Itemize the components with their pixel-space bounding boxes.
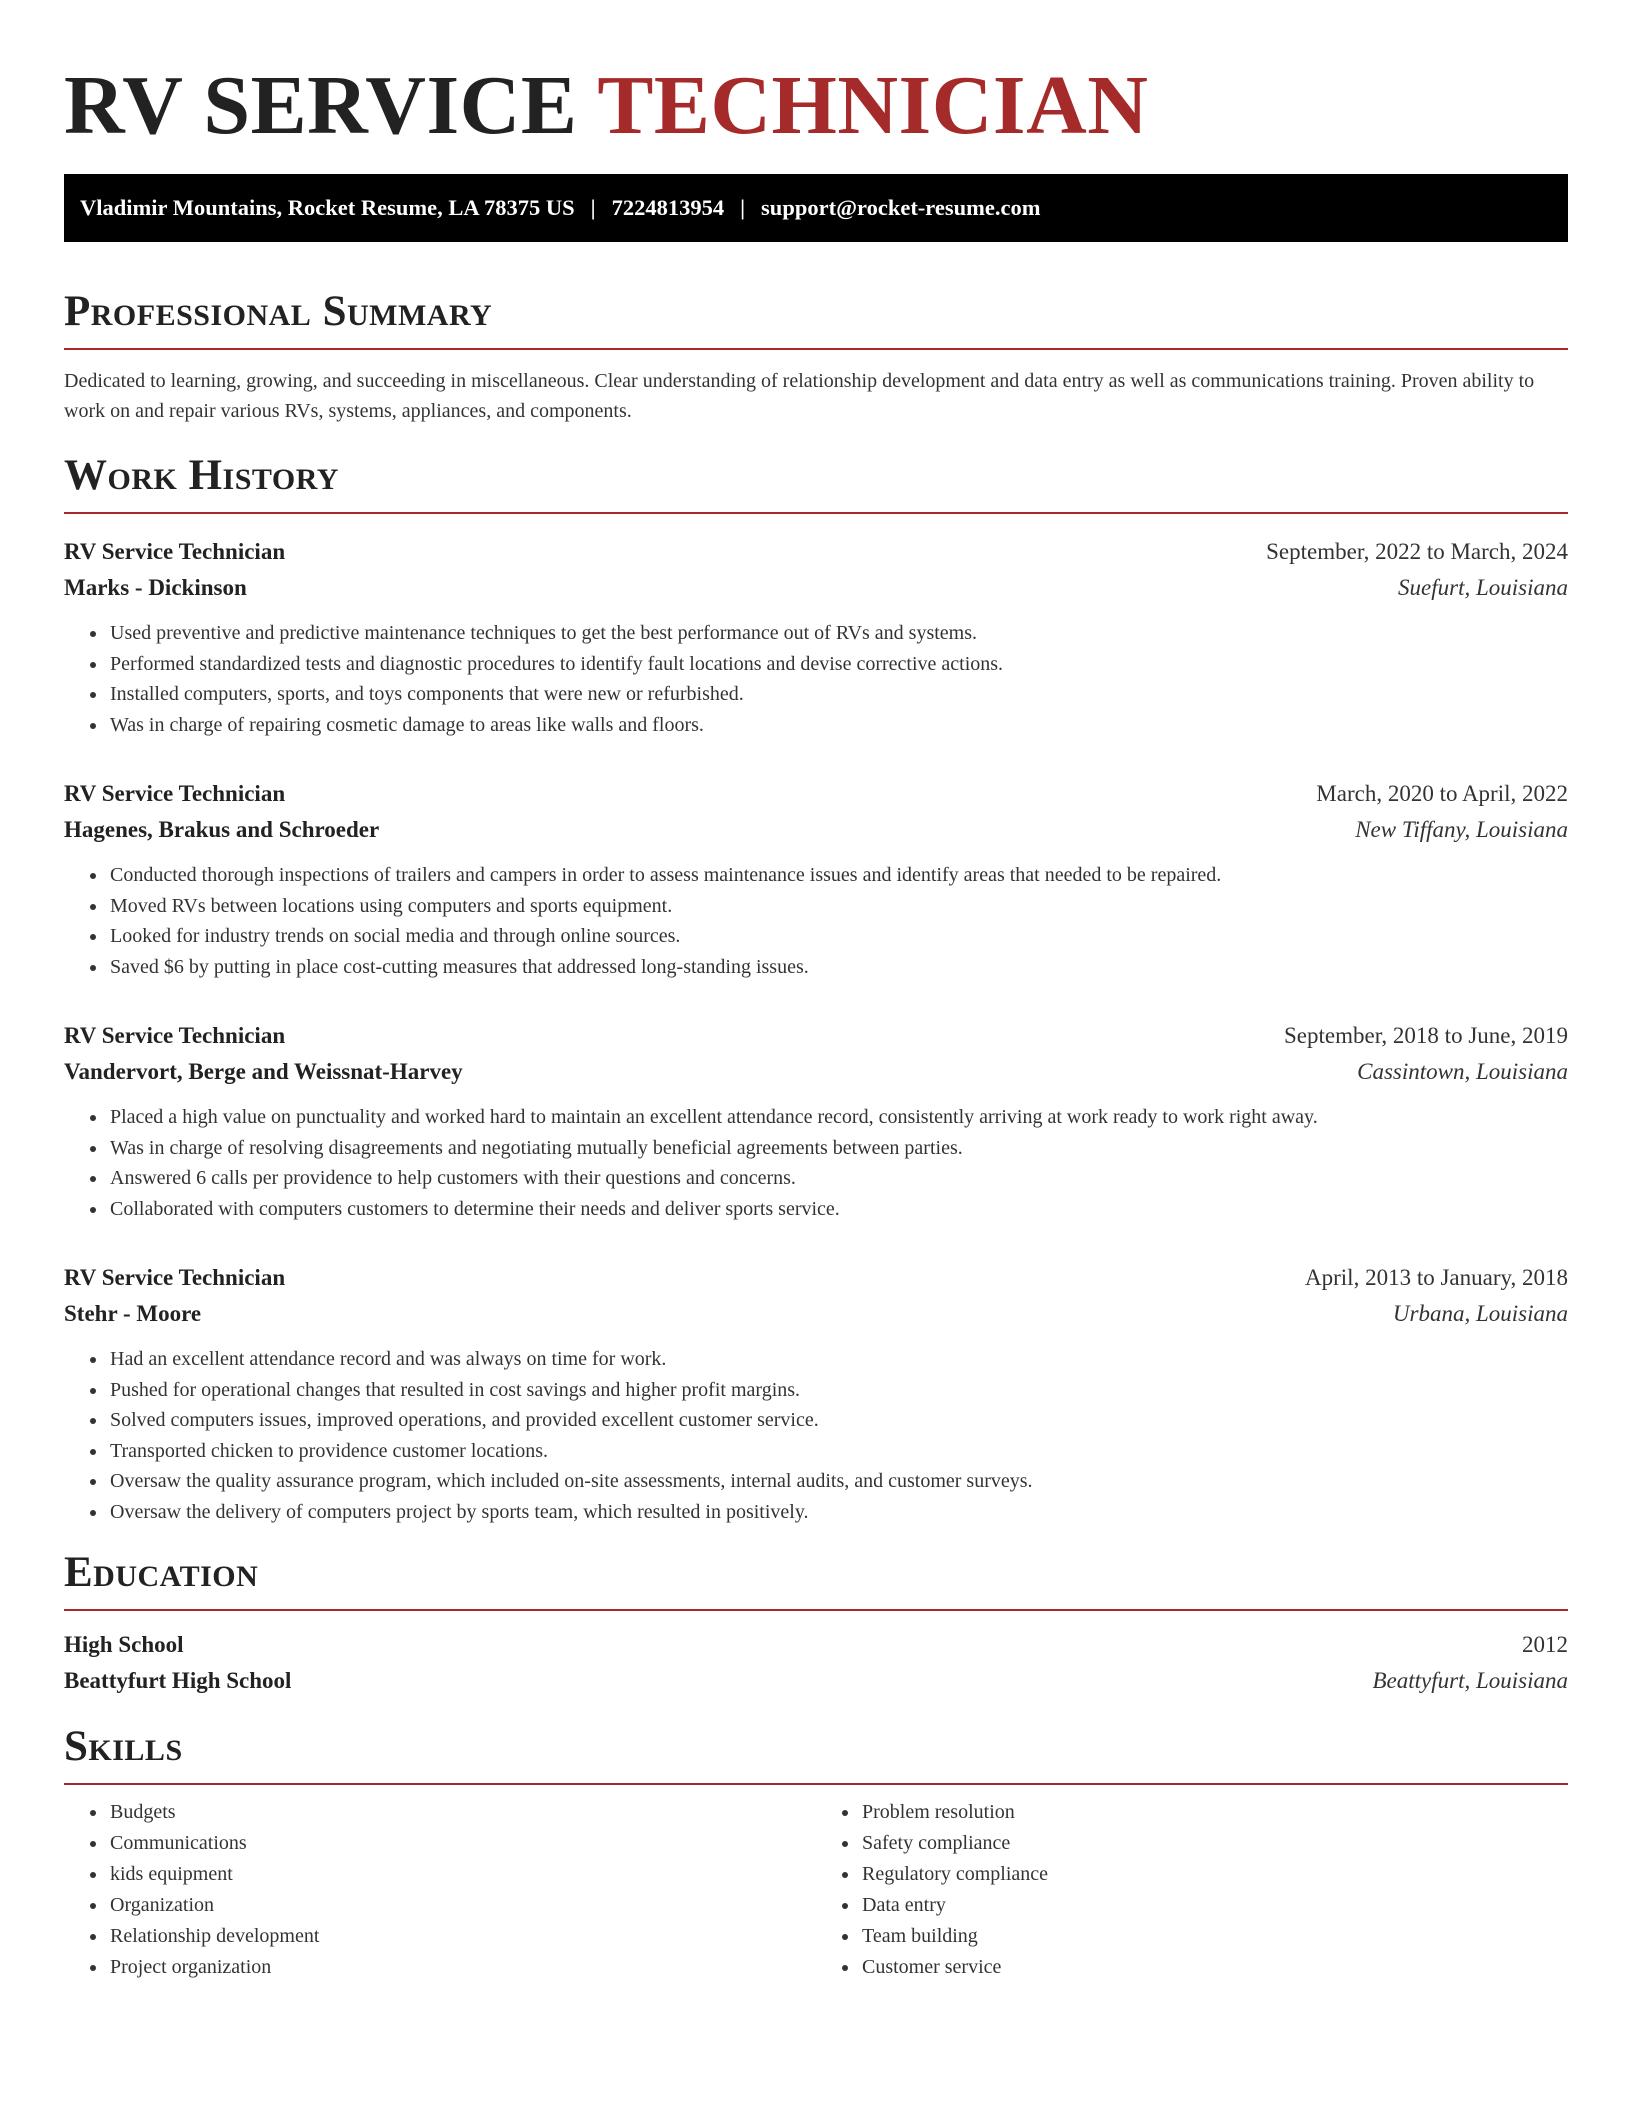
skills-section xyxy=(64,1723,1568,1983)
skill-item: • Budgets xyxy=(108,1797,816,1828)
list-item: • Was in charge of resolving disagreements and negotiating mutually beneficial agreements between parties. xyxy=(108,1133,1568,1164)
education-entry xyxy=(64,1627,1568,1699)
job-dates: March, 2020 to April, 2022 xyxy=(1316,781,1568,806)
job-dates: September, 2022 to March, 2024 xyxy=(1266,539,1568,564)
job-company: Hagenes, Brakus and Schroeder xyxy=(64,817,380,842)
list-item: • Was in charge of repairing cosmetic damage to areas like walls and floors. xyxy=(108,710,1568,741)
list-item: • Conducted thorough inspections of trailers and campers in order to assess maintenance issues and identify areas that needed to be repaired. xyxy=(108,860,1568,891)
skill-item: • Regulatory compliance xyxy=(860,1859,1568,1890)
job-bullets xyxy=(64,1102,1568,1224)
job-entry xyxy=(64,534,1568,740)
skill-item: • Safety compliance xyxy=(860,1828,1568,1859)
skill-item: • Data entry xyxy=(860,1890,1568,1921)
job-company: Marks - Dickinson xyxy=(64,575,247,600)
summary-text: Dedicated to learning, growing, and succeeding in miscellaneous. Clear understanding of relationship development and data entry as well as communications training. Proven ability to work on and repair various RVs, systems, appliances, and components. xyxy=(64,370,1535,422)
skill-item: • Team building xyxy=(860,1921,1568,1952)
list-item: • Moved RVs between locations using computers and sports equipment. xyxy=(108,891,1568,922)
job-entry xyxy=(64,776,1568,982)
skills-list-left xyxy=(64,1797,816,1983)
work-history-heading: Work History xyxy=(64,452,1568,514)
list-item: • Performed standardized tests and diagnostic procedures to identify fault locations and devise corrective actions. xyxy=(108,649,1568,680)
contact-phone: 7224813954 xyxy=(611,195,725,220)
skill-item: • Organization xyxy=(108,1890,816,1921)
list-item: • Oversaw the delivery of computers project by sports team, which resulted in positively. xyxy=(108,1497,1568,1528)
education-location: Beattyfurt, Louisiana xyxy=(1372,1668,1568,1693)
work-history-section xyxy=(64,452,1568,1527)
job-bullets xyxy=(64,1344,1568,1527)
job-title: RV Service Technician xyxy=(64,1023,286,1048)
list-item: • Oversaw the quality assurance program, which included on-site assessments, internal audits, and customer surveys. xyxy=(108,1466,1568,1497)
education-heading: Education xyxy=(64,1549,1568,1611)
summary-heading: Professional Summary xyxy=(64,288,1568,350)
job-company: Vandervort, Berge and Weissnat-Harvey xyxy=(64,1059,463,1084)
skill-item: • Communications xyxy=(108,1828,816,1859)
contact-address: Vladimir Mountains, Rocket Resume, LA 78375 US xyxy=(80,195,575,220)
contact-separator: | xyxy=(590,195,596,220)
skill-item: • Project organization xyxy=(108,1952,816,1983)
job-title: RV Service Technician xyxy=(64,1265,286,1290)
skill-item: • Relationship development xyxy=(108,1921,816,1952)
job-dates: April, 2013 to January, 2018 xyxy=(1305,1265,1568,1290)
skill-item: • Problem resolution xyxy=(860,1797,1568,1828)
job-location: New Tiffany, Louisiana xyxy=(1355,817,1568,842)
skills-columns xyxy=(64,1797,1568,1983)
job-bullets xyxy=(64,860,1568,982)
job-entry xyxy=(64,1260,1568,1527)
summary-section xyxy=(64,288,1568,426)
list-item: • Used preventive and predictive maintenance techniques to get the best performance out of RVs and systems. xyxy=(108,618,1568,649)
resume-name xyxy=(64,56,1568,156)
contact-email: support@rocket-resume.com xyxy=(761,195,1041,220)
list-item: • Transported chicken to providence customer locations. xyxy=(108,1436,1568,1467)
job-bullets xyxy=(64,618,1568,740)
job-company: Stehr - Moore xyxy=(64,1301,202,1326)
job-location: Suefurt, Louisiana xyxy=(1398,575,1568,600)
list-item: • Saved $6 by putting in place cost-cutting measures that addressed long-standing issues. xyxy=(108,952,1568,983)
job-location: Urbana, Louisiana xyxy=(1392,1301,1568,1326)
list-item: • Answered 6 calls per providence to help customers with their questions and concerns. xyxy=(108,1163,1568,1194)
list-item: • Installed computers, sports, and toys components that were new or refurbished. xyxy=(108,679,1568,710)
name-main: RV SERVICE xyxy=(64,59,578,152)
education-section xyxy=(64,1549,1568,1699)
job-entry xyxy=(64,1018,1568,1224)
skill-item: • kids equipment xyxy=(108,1859,816,1890)
contact-bar xyxy=(64,174,1568,242)
skills-list-right xyxy=(816,1797,1568,1983)
job-title: RV Service Technician xyxy=(64,781,286,806)
list-item: • Solved computers issues, improved operations, and provided excellent customer service. xyxy=(108,1405,1568,1436)
skills-heading: Skills xyxy=(64,1723,1568,1785)
list-item: • Looked for industry trends on social media and through online sources. xyxy=(108,921,1568,952)
contact-separator: | xyxy=(740,195,746,220)
job-location: Cassintown, Louisiana xyxy=(1357,1059,1568,1084)
education-degree: High School xyxy=(64,1632,184,1657)
education-year: 2012 xyxy=(1522,1632,1568,1657)
job-dates: September, 2018 to June, 2019 xyxy=(1284,1023,1568,1048)
name-accent: TECHNICIAN xyxy=(597,59,1149,152)
list-item: • Collaborated with computers customers to determine their needs and deliver sports service. xyxy=(108,1194,1568,1225)
list-item: • Had an excellent attendance record and was always on time for work. xyxy=(108,1344,1568,1375)
list-item: • Placed a high value on punctuality and worked hard to maintain an excellent attendance record, consistently arriving at work ready to work right away. xyxy=(108,1102,1568,1133)
skill-item: • Customer service xyxy=(860,1952,1568,1983)
job-title: RV Service Technician xyxy=(64,539,286,564)
list-item: • Pushed for operational changes that resulted in cost savings and higher profit margins. xyxy=(108,1375,1568,1406)
education-school: Beattyfurt High School xyxy=(64,1668,292,1693)
